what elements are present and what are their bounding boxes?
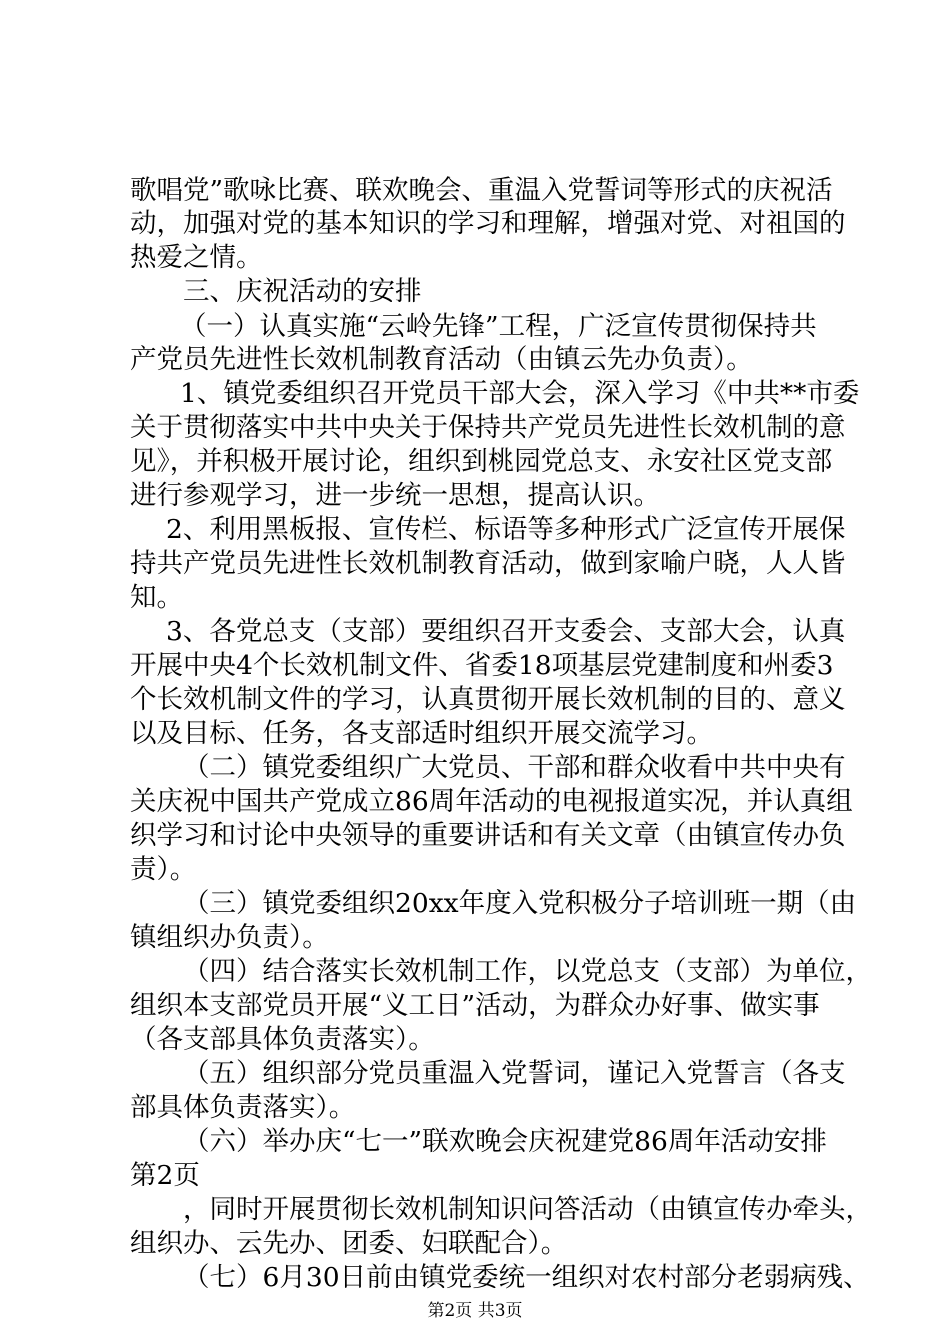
text-line-5: （一）认真实施“云岭先锋”工程，广泛宣传贯彻保持共 xyxy=(180,311,817,342)
text-line-6: 产党员先进性长效机制教育活动（由镇云先办负责）。 xyxy=(130,344,753,375)
text-line-3: 热爱之情。 xyxy=(130,242,263,273)
text-line-8: 关于贯彻落实中共中央关于保持共产党员先进性长效机制的意 xyxy=(130,412,846,443)
text-line-14: 3、各党总支（支部）要组织召开支委会、支部大会，认真 xyxy=(166,616,846,647)
text-line-15: 开展中央4个长效机制文件、省委18项基层党建制度和州委3 xyxy=(130,650,834,681)
text-line-28: 部具体负责落实）。 xyxy=(130,1092,356,1123)
text-line-2: 动，加强对党的基本知识的学习和理解，增强对党、对祖国的 xyxy=(130,208,846,239)
text-line-17: 以及目标、任务，各支部适时组织开展交流学习。 xyxy=(130,718,713,749)
page-footer: 第2页 共3页 xyxy=(427,1301,523,1321)
text-line-10: 进行参观学习，进一步统一思想，提高认识。 xyxy=(130,480,660,511)
text-line-19: 关庆祝中国共产党成立86周年活动的电视报道实况，并认真组 xyxy=(130,786,853,817)
text-line-16: 个长效机制文件的学习，认真贯彻开展长效机制的目的、意义 xyxy=(130,684,846,715)
text-line-22: （三）镇党委组织20xx年度入党积极分子培训班一期（由 xyxy=(183,888,857,919)
text-line-32: 组织办、云先办、团委、妇联配合）。 xyxy=(130,1228,568,1259)
text-line-29: （六）举办庆“七一”联欢晚会庆祝建党86周年活动安排 xyxy=(183,1126,827,1157)
text-line-24: （四）结合落实长效机制工作，以党总支（支部）为单位， xyxy=(183,956,872,987)
text-line-1: 歌唱党”歌咏比赛、联欢晚会、重温入党誓词等形式的庆祝活 xyxy=(130,175,833,206)
text-line-33: （七）6月30日前由镇党委统一组织对农村部分老弱病残、 xyxy=(183,1262,870,1293)
text-line-11: 2、利用黑板报、宣传栏、标语等多种形式广泛宣传开展保 xyxy=(166,514,846,545)
text-line-20: 织学习和讨论中央领导的重要讲话和有关文章（由镇宣传办负 xyxy=(130,820,846,851)
text-line-21: 责）。 xyxy=(130,854,197,885)
inline-page-marker: 第2页 xyxy=(130,1160,200,1191)
text-line-7: 1、镇党委组织召开党员干部大会，深入学习《中共**市委 xyxy=(180,378,860,409)
text-line-26: （各支部具体负责落实）。 xyxy=(130,1024,435,1055)
text-line-9: 见》，并积极开展讨论，组织到桃园党总支、永安社区党支部 xyxy=(130,446,833,477)
text-line-13: 知。 xyxy=(130,582,183,613)
text-line-27: （五）组织部分党员重温入党誓词，谨记入党誓言（各支 xyxy=(183,1058,846,1089)
text-line-25: 组织本支部党员开展“义工日”活动，为群众办好事、做实事 xyxy=(130,990,820,1021)
text-line-12: 持共产党员先进性长效机制教育活动，做到家喻户晓，人人皆 xyxy=(130,548,846,579)
section-heading: 三、庆祝活动的安排 xyxy=(183,276,422,307)
text-line-31: ，同时开展贯彻长效机制知识问答活动（由镇宣传办牵头， xyxy=(183,1194,872,1225)
text-line-18: （二）镇党委组织广大党员、干部和群众收看中共中央有 xyxy=(183,752,846,783)
text-line-23: 镇组织办负责）。 xyxy=(130,922,329,953)
